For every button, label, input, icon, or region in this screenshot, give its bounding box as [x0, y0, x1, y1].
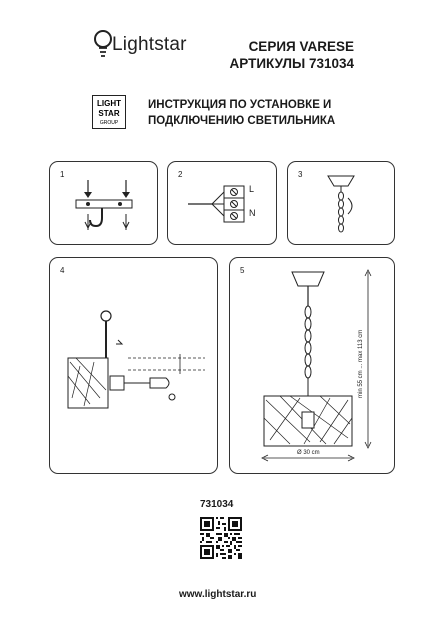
logo-line-3: GROUP: [99, 120, 119, 126]
series-block: [230, 38, 354, 72]
mounting-hook-diagram: [50, 162, 157, 244]
panel-5-dimensions: [229, 257, 395, 474]
panel-number: 1: [60, 170, 65, 179]
footer-article: 731034: [200, 499, 234, 510]
wire-label-live: L: [249, 184, 255, 194]
website-link[interactable]: www.lightstar.ru: [179, 589, 257, 600]
brand-name: Lightstar: [112, 34, 187, 55]
instruction-title: [148, 97, 335, 129]
articles-title: АРТИКУЛЫ 731034: [229, 56, 354, 71]
instruction-line-2: ПОДКЛЮЧЕНИЮ СВЕТИЛЬНИКА: [148, 115, 336, 127]
panel-1-mounting: [49, 161, 158, 245]
panel-number: 3: [298, 170, 303, 179]
chandelier-dimension-diagram: [230, 258, 394, 473]
panel-number: 5: [240, 266, 245, 275]
panel-2-wiring: [167, 161, 277, 245]
logo-line-2: STAR: [98, 109, 120, 118]
panel-number: 4: [60, 266, 65, 275]
qr-code[interactable]: [200, 517, 242, 559]
panel-number: 2: [178, 170, 183, 179]
height-range-label: min 55 cm ... max 113 cm: [358, 329, 364, 398]
wire-label-neutral: N: [249, 208, 256, 218]
panel-4-assembly: [49, 257, 218, 474]
series-title: СЕРИЯ VARESE: [248, 39, 354, 54]
logo-line-1: LIGHT: [97, 99, 121, 108]
diameter-label: Ø 30 cm: [297, 450, 320, 456]
panel-3-chain: [287, 161, 395, 245]
lightstar-group-logo: [92, 95, 126, 129]
shade-assembly-diagram: [50, 258, 217, 473]
instruction-line-1: ИНСТРУКЦИЯ ПО УСТАНОВКЕ И: [148, 99, 332, 111]
terminal-block-diagram: [168, 162, 276, 244]
canopy-chain-diagram: [288, 162, 394, 244]
